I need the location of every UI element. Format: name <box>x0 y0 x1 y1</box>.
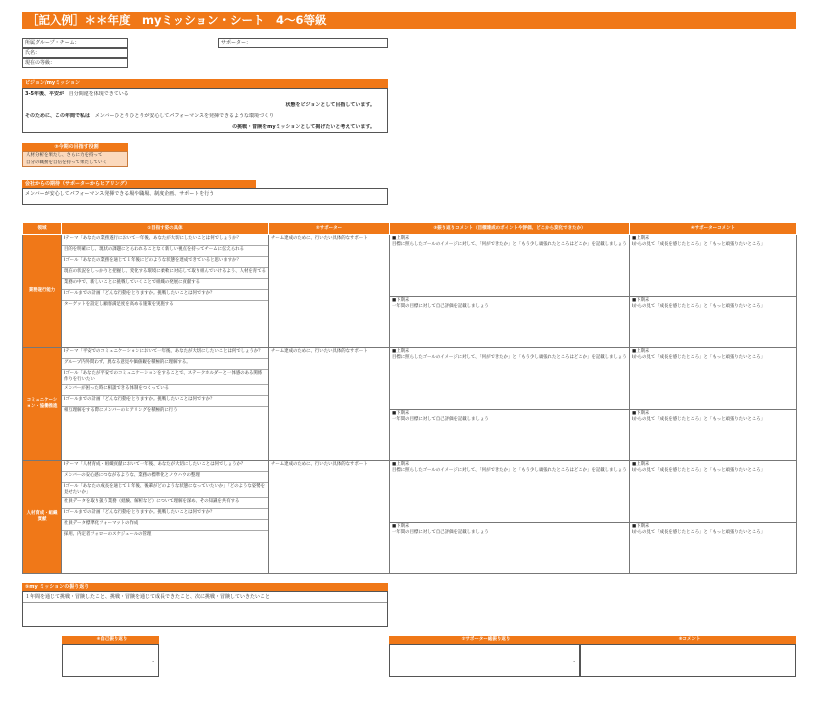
goal-item[interactable]: メンバーの安心感につながるような、業務の標準化とノウハウの整理 <box>62 472 268 483</box>
self-review-mark: - <box>152 659 154 665</box>
reflection-cell[interactable] <box>390 235 630 348</box>
table-row <box>23 348 797 461</box>
vision-line2: 状態をビジョンとして目指しています。 <box>285 102 375 108</box>
vision-line3-value[interactable]: メンバーひとりひとりが安心してパフォーマンスを発揮できるような環境づくり <box>94 113 275 119</box>
supporter-review-mark: - <box>573 659 575 665</box>
goal-cell[interactable] <box>62 348 269 461</box>
vision-line4: の挑戦・冒険をmyミッションとして掲げたいと考えています。 <box>232 124 375 130</box>
goal-item[interactable]: 目的を明確にし、現状の課題にとらわれることなく新しい視点を持ってチームに伝えられる <box>62 246 268 257</box>
vision-box <box>22 88 388 133</box>
reflection-first-half[interactable]: ■上期末 目標に照らしたゴールのイメージに対して、「何ができたか」と「もう少し頑張れたところはどこか」を記載しましょう <box>390 235 629 297</box>
area-label: コミュニケーション・協働推進 <box>23 348 62 461</box>
supporter-field[interactable] <box>218 38 388 48</box>
goal-item[interactable]: Iゴール「あなたの業務を通じて１年後にどのような状態を達成できていると思いますか？ <box>62 257 268 268</box>
goal-item[interactable]: 業務の中で、新しいことに挑戦していくことで組織の発展に貢献する <box>62 279 268 290</box>
review-header: ⑤my ミッションの振り返り <box>22 583 388 591</box>
expectation-header: 会社からの期待（サポーターからヒアリング） <box>22 180 256 188</box>
table-row <box>23 235 797 348</box>
expectation-text: メンバーが安心してパフォーマンス発揮できる場や職場、制度企画、サポートを行う <box>25 191 215 197</box>
goal-item[interactable]: Iテーマ「平安でのコミュニケーションにおいて一年後、あなたが大切にしたいことは何でしょうか？ <box>62 348 268 359</box>
comment-first-half[interactable]: ■上期末 Iからの見て「成長を感じたところ」と「もっと頑張りたいところ」 <box>630 235 796 297</box>
goal-item[interactable]: 採用、内定者フォローのスケジュールの管理 <box>64 531 152 537</box>
target-line2: 自分の職務を自信を持って果たしていく <box>26 159 107 165</box>
table-header-row <box>23 223 797 235</box>
supporter-comment-cell[interactable] <box>630 461 797 574</box>
vision-line1-value[interactable]: 自分間違を体現できている <box>68 91 129 97</box>
supporter-review-box[interactable] <box>389 644 580 677</box>
col-header-supporter: ②サポーター <box>269 223 390 235</box>
grade-field[interactable] <box>22 58 128 68</box>
goal-item[interactable]: Iゴールまでの計画「どんな行動をとりますか。挑戦したいことは何ですか？ <box>62 509 268 520</box>
goal-item[interactable]: 相互理解をする際にメンバーのヒアリングを積極的に行う <box>64 407 178 413</box>
goal-item[interactable]: Iゴール「あなたの成長を通じて１年後、後輩がどのような状態になっていたいか」「どのような姿勢を見せたいか」 <box>62 483 268 498</box>
goal-item[interactable]: 現在の状況をしっかりと把握し、変化する環境に柔軟に対応して取り組んでいけるよう、人材を育てる <box>62 268 268 279</box>
reflection-second-half[interactable]: ■下期末 一年間の目標に対して自己評価を記載しましょう <box>392 411 489 422</box>
name-label: 氏名： <box>25 50 41 56</box>
group-field[interactable] <box>22 38 128 48</box>
goal-item[interactable]: メンバーが困った時に相談できる体制をつくっている <box>62 385 268 396</box>
table-row <box>23 461 797 574</box>
supporter-cell[interactable]: チーム達成のために、行いたい具体的なサポート <box>269 235 390 348</box>
comment-first-half[interactable]: ■上期末 Iからの見て「成長を感じたところ」と「もっと頑張りたいところ」 <box>630 348 796 410</box>
group-label: 所属グループ・チーム： <box>25 40 80 46</box>
vision-line3-prefix: そのために、この年間で私は <box>25 113 91 119</box>
target-line1: 人材分析を果たし、さらに力を持って <box>26 153 103 158</box>
col-header-goal: ①目指す姿の具体 <box>62 223 269 235</box>
goal-item[interactable]: Iテーマ「あなたの業務遂行において一年後、あなたが大切にしたいことは何でしょうか？ <box>62 235 268 246</box>
supporter-comment-cell[interactable] <box>630 348 797 461</box>
vision-line3 <box>25 113 274 119</box>
comment-second-half[interactable]: ■下期末 Iからの見て「成長を感じたところ」と「もっと頑張りたいところ」 <box>632 524 766 535</box>
self-review-box[interactable] <box>62 644 159 677</box>
goal-item[interactable]: Iテーマ「人材育成・組織貢献において一年後、あなたが大切にしたいことは何でしょうか？ <box>62 461 268 472</box>
reflection-second-half[interactable]: ■下期末 一年間の目標に対して自己評価を記載しましょう <box>392 298 489 309</box>
goal-item[interactable]: Iゴール「あなたが平安でのコミュニケーションをすることで、ステークホルダーと一体感のある関係作りを行いたい <box>62 370 268 385</box>
self-review-header: ⑥自己振り返り <box>62 636 159 644</box>
goal-item[interactable]: グループ内外問わず、異なる意見や価値観を積極的に理解する。 <box>62 359 268 370</box>
reflection-cell[interactable] <box>390 461 630 574</box>
goal-item[interactable]: Iゴールまでの計画「どんな行動をとりますか。挑戦したいことは何ですか？ <box>62 290 268 301</box>
area-label: 業務遂行能力 <box>23 235 62 348</box>
comment-second-half[interactable]: ■下期末 Iからの見て「成長を感じたところ」と「もっと頑張りたいところ」 <box>632 411 766 422</box>
grade-label: 現在の等級： <box>25 60 56 66</box>
vision-line1 <box>25 91 129 97</box>
target-box[interactable] <box>22 151 128 167</box>
goal-item[interactable]: ターゲットを設定し顧客満足度を高める施策を実施する <box>64 302 174 307</box>
vision-line1-prefix: 3-5年後、平安が <box>25 91 65 97</box>
reflection-second-half[interactable]: ■下期末 一年間の目標に対して自己評価を記載しましょう <box>392 524 489 535</box>
col-header-supporter-comment: ④サポーターコメント <box>630 223 797 235</box>
comment-first-half[interactable]: ■上期末 Iからの見て「成長を感じたところ」と「もっと頑張りたいところ」 <box>630 461 796 523</box>
reflection-first-half[interactable]: ■上期末 目標に照らしたゴールのイメージに対して、「何ができたか」と「もう少し頑張れたところはどこか」を記載しましょう <box>390 461 629 523</box>
comment-box[interactable] <box>580 644 796 677</box>
comment-second-half[interactable]: ■下期末 Iからの見て「成長を感じたところ」と「もっと頑張りたいところ」 <box>632 298 766 309</box>
mission-table <box>22 222 797 574</box>
vision-header: ビジョン/myミッション <box>22 79 388 88</box>
col-header-area: 領域 <box>23 223 62 235</box>
comment-header: ⑧コメント <box>580 636 796 644</box>
supporter-cell[interactable]: チーム達成のために、行いたい具体的なサポート <box>269 461 390 574</box>
review-box[interactable] <box>22 591 388 627</box>
supporter-label: サポーター： <box>221 40 252 46</box>
supporter-comment-cell[interactable] <box>630 235 797 348</box>
name-field[interactable] <box>22 48 128 58</box>
expectation-box[interactable] <box>22 188 388 205</box>
area-label: 人材育成・組織貢献 <box>23 461 62 574</box>
review-text: １年間を通じて挑戦・冒険したこと、挑戦・冒険を通じて成長できたこと、次に挑戦・冒険していきたいこと <box>23 592 387 603</box>
goal-item[interactable]: 社員データを取り扱う業務（経験、解析など）について理解を深め、その知識を共有する <box>62 498 268 509</box>
goal-item[interactable]: Iゴールまでの計画「どんな行動をとりますか。挑戦したいことは何ですか？ <box>62 396 268 407</box>
goal-item[interactable]: 社員データ標準化フォーマットの作成 <box>62 520 268 531</box>
reflection-cell[interactable] <box>390 348 630 461</box>
target-header: ③今期の目指す役割 <box>22 143 128 151</box>
supporter-cell[interactable]: チーム達成のために、行いたい具体的なサポート <box>269 348 390 461</box>
supporter-review-header: ⑦サポーター総振り返り <box>389 636 580 644</box>
goal-cell[interactable] <box>62 235 269 348</box>
col-header-reflection: ③振り返りコメント（目標達成のポイントや評価、どこから変化できたか） <box>390 223 630 235</box>
reflection-first-half[interactable]: ■上期末 目標に照らしたゴールのイメージに対して、「何ができたか」と「もう少し頑張れたところはどこか」を記載しましょう <box>390 348 629 410</box>
page-title: ［記入例］＊＊年度 myミッション・シート 4〜6等級 <box>22 12 796 29</box>
goal-cell[interactable] <box>62 461 269 574</box>
